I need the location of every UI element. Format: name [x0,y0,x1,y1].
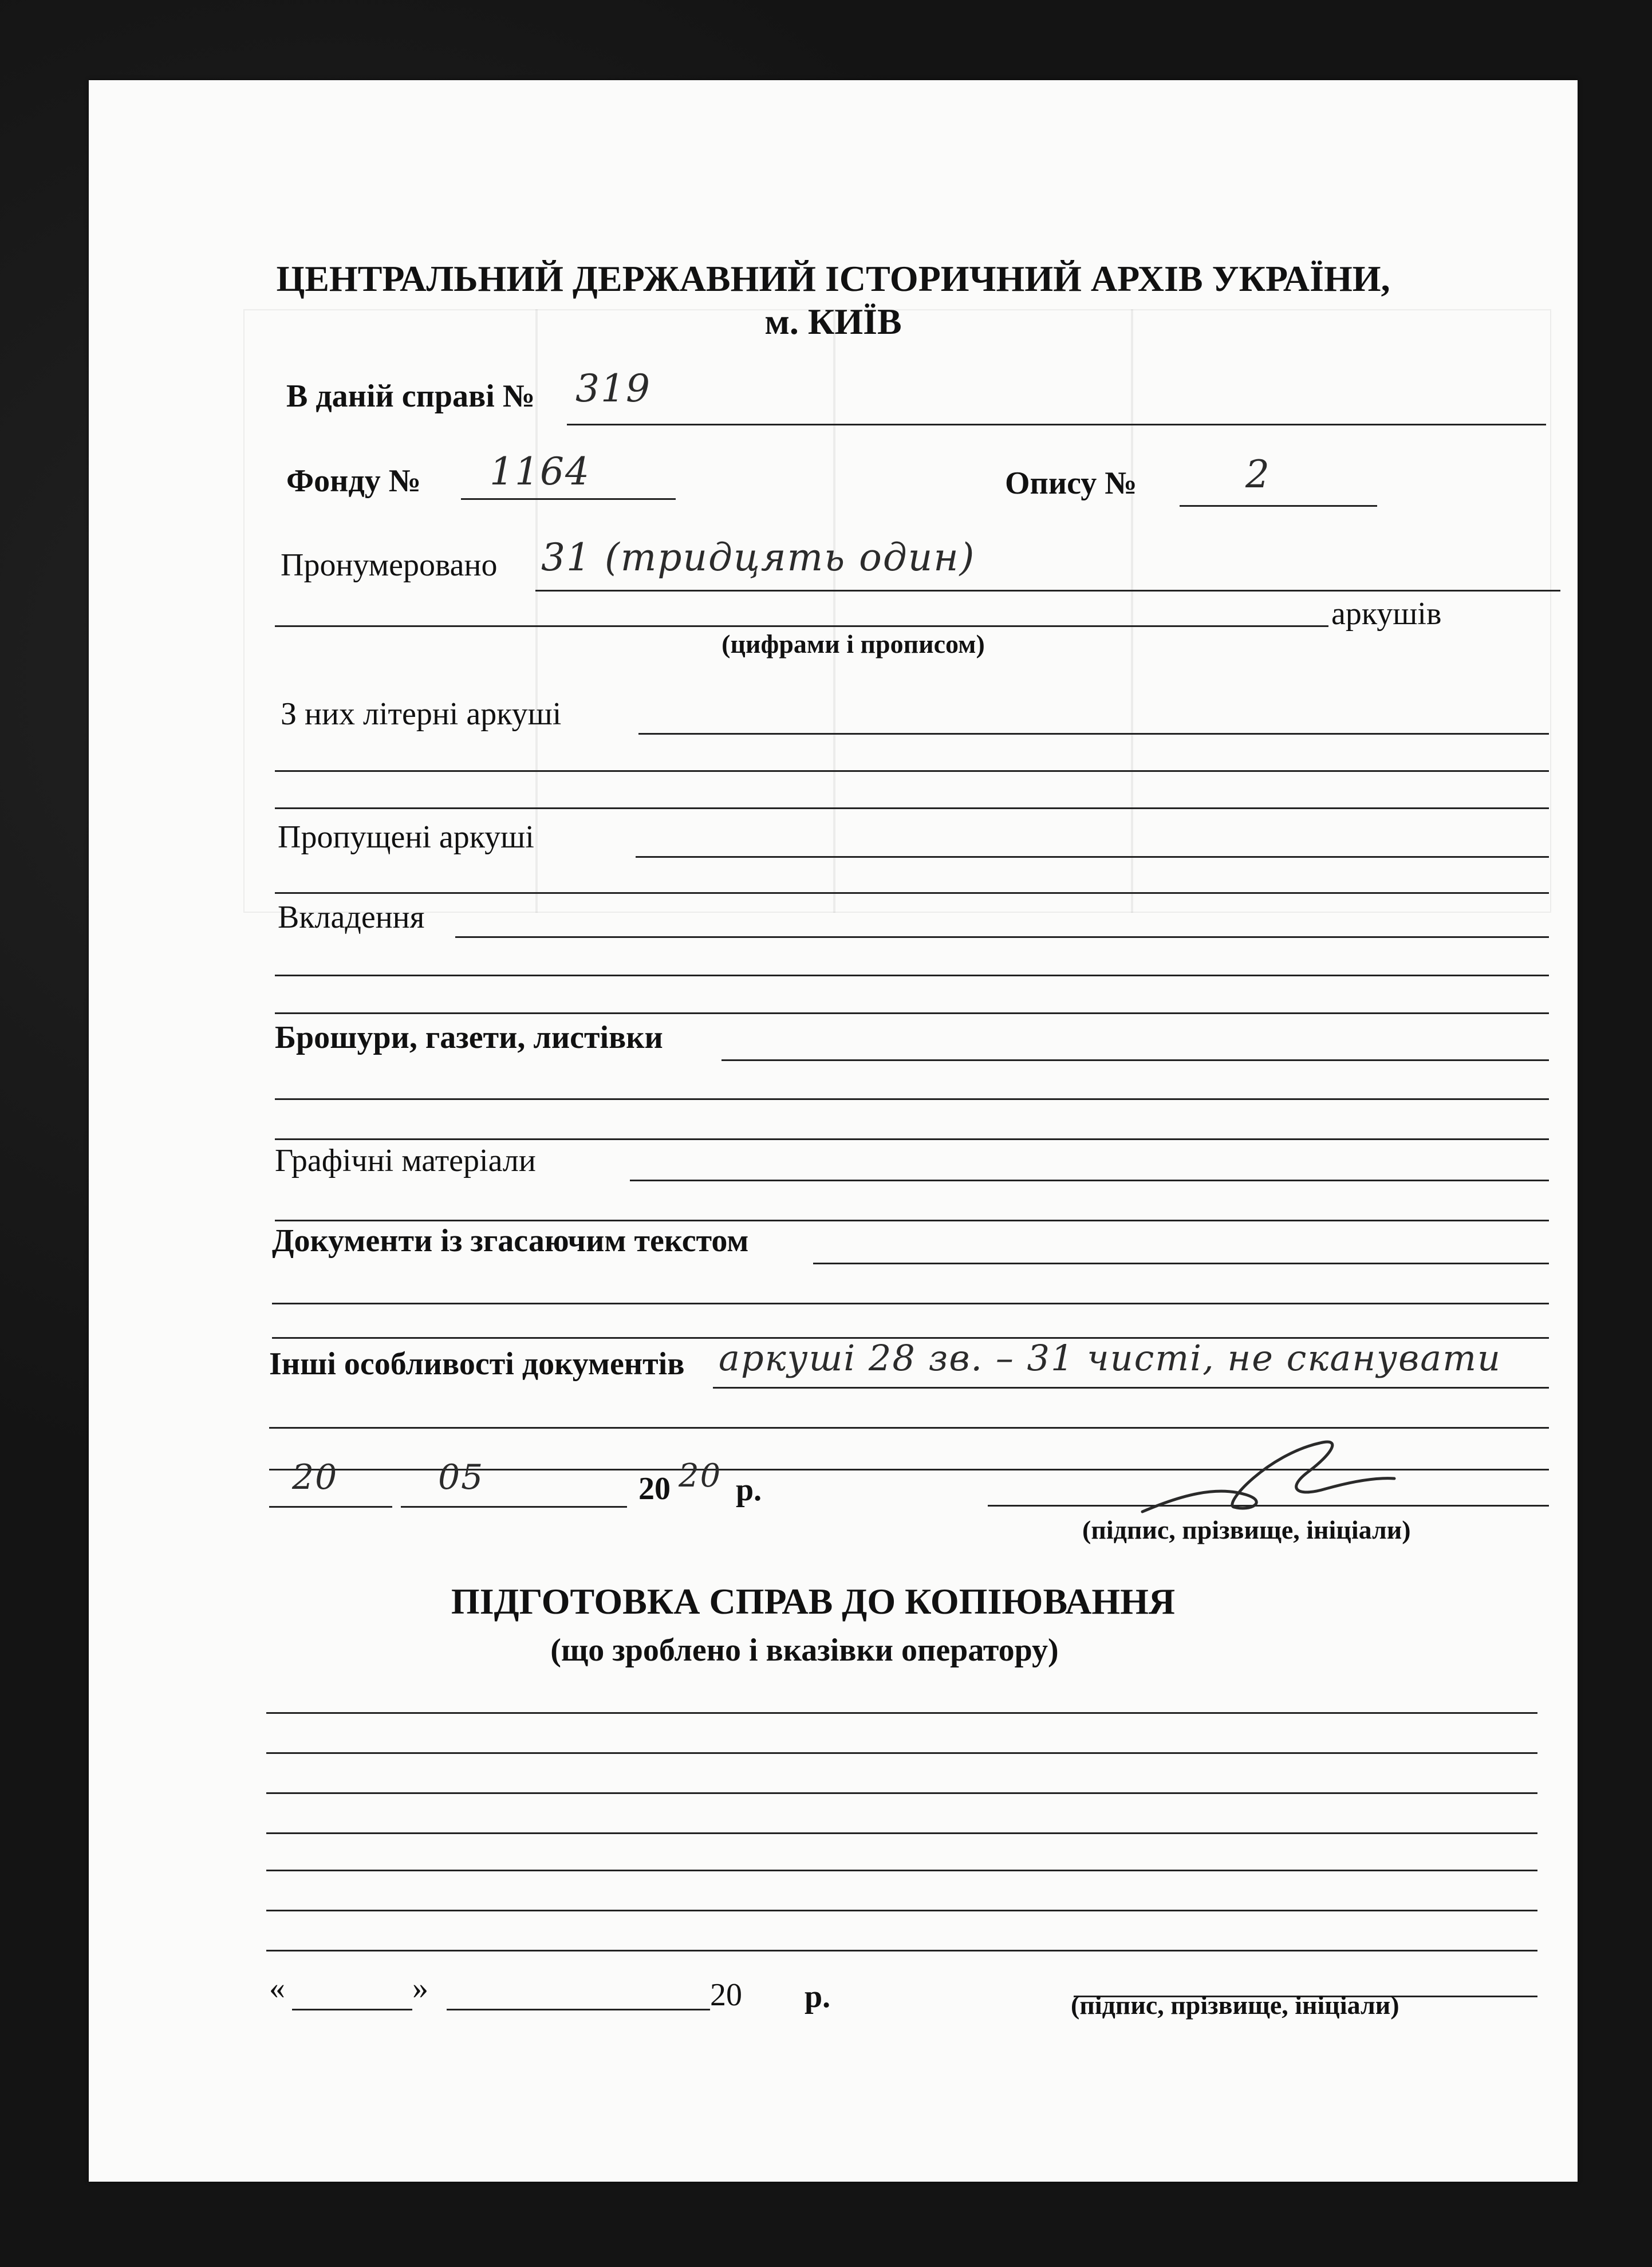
instructions-line-2 [266,1752,1537,1754]
attachments-line [455,936,1549,938]
numbered-label: Пронумеровано [281,547,498,583]
opys-value: 2 [1245,452,1271,496]
date-day-line [269,1506,392,1508]
brochures-line-2 [275,1098,1549,1100]
bleed-through-line [535,309,538,913]
instructions-line-1 [266,1712,1537,1714]
other-features-value: аркуші 28 зв. – 31 чисті, не сканувати [719,1337,1501,1379]
instructions-line-7 [266,1950,1537,1951]
section2-title: ПІДГОТОВКА СПРАВ ДО КОПІЮВАННЯ [451,1581,1176,1622]
date-month: 05 [438,1457,484,1497]
fond-value: 1164 [490,450,590,494]
brochures-line-3 [275,1138,1549,1140]
section2-subtitle: (що зроблено і вказівки оператору) [550,1633,1059,1668]
graphics-label: Графічні матеріали [275,1143,536,1178]
numbered-line-2 [275,625,1328,627]
attachments-label: Вкладення [278,900,425,935]
letter-sheets-label: З них літерні аркуші [281,696,562,732]
fading-line [813,1263,1549,1264]
letter-sheets-line [638,733,1549,735]
fond-label: Фонду № [286,463,421,499]
letter-sheets-line-2 [275,770,1549,772]
opys-label: Опису № [1005,466,1137,501]
attachments-line-2 [275,975,1549,976]
bottom-year-r: р. [805,1979,831,2014]
fond-line [461,498,676,500]
bottom-year-prefix: 20 [710,1977,742,2013]
signature-hint: (підпис, прізвище, ініціали) [1082,1515,1411,1544]
instructions-line-5 [266,1870,1537,1871]
case-line [567,424,1546,425]
quote-open: « [269,1970,285,2006]
bottom-month-line [447,2009,710,2010]
bottom-signature-hint: (підпис, прізвище, ініціали) [1071,1990,1399,2020]
other-features-line-2 [269,1427,1549,1429]
case-label: В даній справі № [286,379,535,414]
brochures-line [721,1059,1549,1061]
instructions-line-4 [266,1832,1537,1834]
document-sheet [89,80,1578,2182]
year-prefix: 20 [638,1471,671,1507]
missing-sheets-line [636,856,1549,858]
fading-label: Документи із згасаючим текстом [272,1223,749,1259]
other-features-line [713,1387,1549,1389]
year-suffix: 20 [679,1457,722,1495]
instructions-line-3 [266,1792,1537,1794]
year-r: р. [736,1472,762,1508]
opys-line [1180,505,1377,507]
missing-sheets-label: Пропущені аркуші [278,819,534,855]
numbered-line [535,590,1560,592]
signature-mark [1137,1432,1400,1517]
brochures-label: Брошури, газети, листівки [275,1020,663,1055]
attachments-line-3 [275,1012,1549,1014]
archive-title-line1: ЦЕНТРАЛЬНИЙ ДЕРЖАВНИЙ ІСТОРИЧНИЙ АРХІВ УКРАЇНИ, [276,258,1390,299]
bleed-through-line [1131,309,1133,913]
bleed-through-line [833,309,835,913]
other-features-label: Інші особливості документів [269,1346,685,1382]
bottom-day-line [292,2009,412,2010]
sheets-word: аркушів [1331,596,1442,632]
missing-sheets-line-2 [275,892,1549,894]
archive-title-line2: м. КИЇВ [764,301,902,342]
graphics-line-2 [275,1220,1549,1221]
fading-line-2 [272,1303,1549,1304]
numbered-hint: (цифрами і прописом) [721,629,985,659]
case-value: 319 [575,366,651,411]
quote-close: » [412,1970,428,2006]
date-day: 20 [292,1457,338,1497]
date-month-line [401,1506,627,1508]
letter-sheets-line-3 [275,807,1549,809]
graphics-line [630,1180,1549,1181]
instructions-line-6 [266,1910,1537,1911]
numbered-value: 31 (тридцять один) [541,535,976,579]
